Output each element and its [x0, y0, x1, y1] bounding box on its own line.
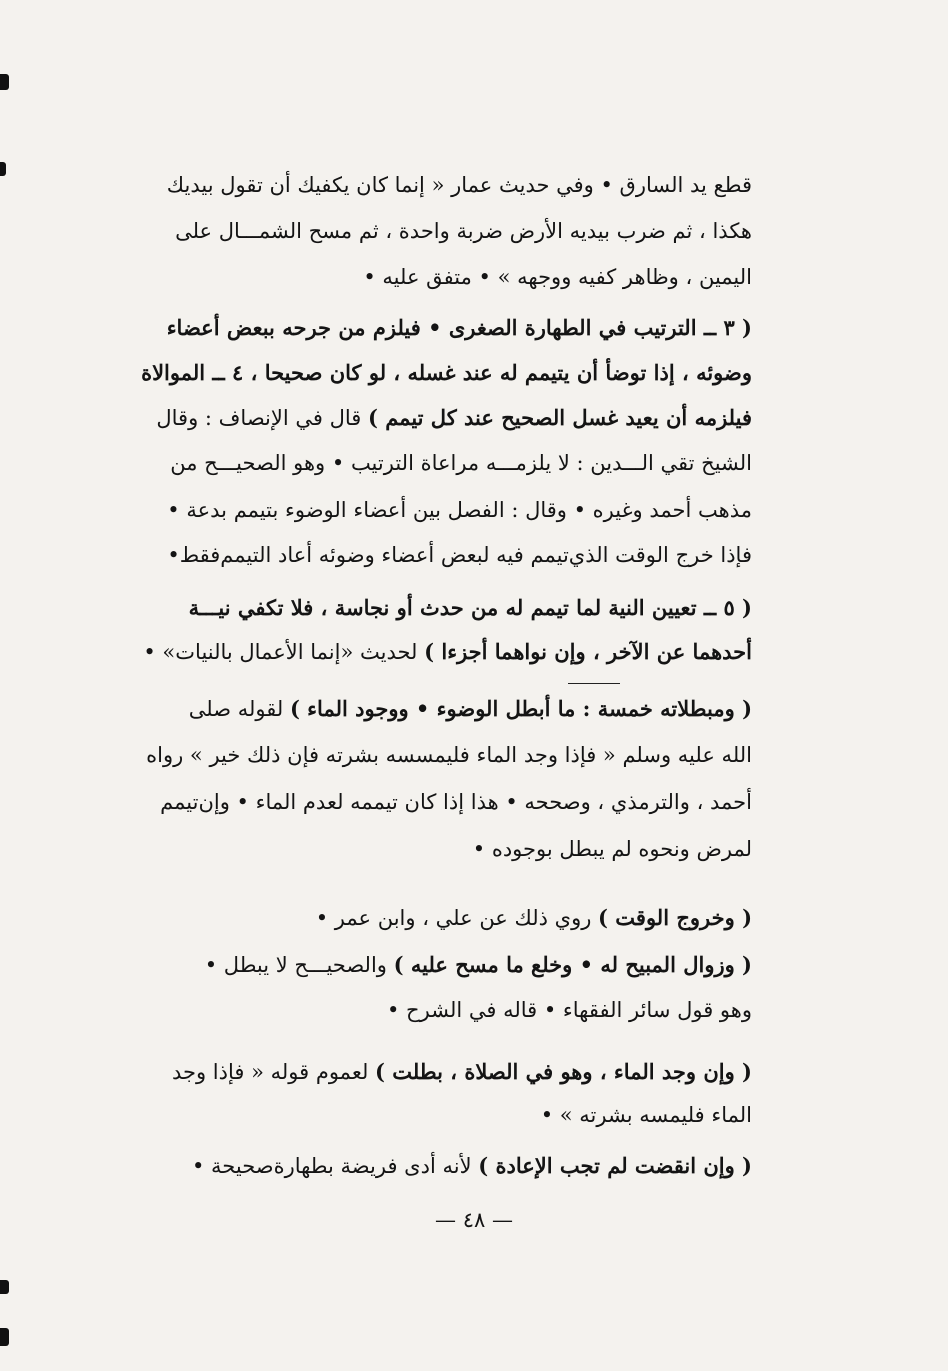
commentary-segment: الماء فليمسه بشرته » •	[540, 1103, 752, 1127]
text-line	[100, 440, 752, 486]
commentary-segment: فإذا خرج الوقت الذي‌تيمم فيه لبعض أعضاء وضوئه أعاد التيمم‌فقط•	[167, 543, 752, 567]
text-line	[100, 1049, 752, 1095]
bold-matn-segment: فيلزمه أن يعيد غسل الصحيح عند كل تيمم )	[367, 405, 752, 430]
bold-matn-segment: ( ٣ ــ الترتيب في الطهارة الصغرى • فيلزم من جرحه ببعض أعضاء	[166, 315, 752, 340]
commentary-segment: هكذا ، ثم ضرب بيديه الأرض ضربة واحدة ، ثم مسح الشمـــال على	[175, 219, 752, 243]
commentary-segment: لقوله صلى	[188, 697, 290, 721]
scan-edge-mark	[0, 74, 9, 90]
bold-matn-segment: ( ومبطلاته خمسة : ما أبطل الوضوء • ووجود الماء )	[289, 696, 752, 721]
text-line	[100, 395, 752, 441]
scan-edge-mark	[0, 162, 6, 176]
text-line	[100, 350, 752, 396]
text-line	[100, 162, 752, 208]
text-line	[100, 895, 752, 941]
text-line	[100, 779, 752, 825]
text-line	[100, 585, 752, 631]
bold-matn-segment: ( وإن وجد الماء ، وهو في الصلاة ، بطلت )	[375, 1059, 752, 1084]
commentary-segment: لحديث «إنما الأعمال بالنيات» •	[143, 640, 425, 664]
commentary-segment: مذهب أحمد وغيره • وقال : الفصل بين أعضاء الوضوء بتيمم بدعة •	[167, 498, 752, 522]
text-line	[100, 532, 752, 578]
bold-matn-segment: ( وإن انقضت لم تجب الإعادة )	[478, 1153, 752, 1178]
bold-matn-segment: أحدهما عن الآخر ، وإن نواهما أجزءا )	[424, 639, 752, 664]
commentary-segment: والصحيـــح لا يبطل •	[204, 953, 394, 977]
text-line	[100, 826, 752, 872]
commentary-segment: الشيخ تقي الـــدين : لا يلزمـــه مراعاة الترتيب • وهو الصحيـــح من	[170, 451, 752, 475]
bold-matn-segment: ( وزوال المبيح له • وخلع ما مسح عليه )	[393, 952, 752, 977]
text-line	[100, 208, 752, 254]
commentary-segment: قال في الإنصاف : وقال	[156, 406, 368, 430]
scan-edge-mark	[0, 1280, 9, 1294]
text-line	[100, 686, 752, 732]
text-line	[100, 987, 752, 1033]
commentary-segment: اليمين ، وظاهر كفيه ووجهه » • متفق عليه •	[363, 265, 752, 289]
commentary-segment: لعموم قوله « فإذا وجد	[171, 1060, 376, 1084]
commentary-segment: الله عليه وسلم « فإذا وجد الماء فليمسسه بشرته فإن ذلك خير » رواه	[146, 743, 752, 767]
text-line	[100, 1143, 752, 1189]
text-line	[100, 1092, 752, 1138]
commentary-segment: روي ذلك عن علي ، وابن عمر •	[315, 906, 599, 930]
text-line	[100, 629, 752, 675]
bold-matn-segment: ( وخروج الوقت )	[598, 905, 752, 930]
bold-matn-segment: وضوئه ، إذا توضأ أن يتيمم له عند غسله ، لو كان صحيحا ، ٤ ــ الموالاة	[141, 360, 752, 385]
commentary-segment: لمرض ونحوه لم يبطل بوجوده •	[472, 837, 752, 861]
commentary-segment: وهو قول سائر الفقهاء • قاله في الشرح •	[387, 998, 752, 1022]
text-line	[100, 732, 752, 778]
scan-edge-mark	[0, 1328, 9, 1346]
bold-matn-segment: ( ٥ ــ تعيين النية لما تيمم له من حدث أو نجاسة ، فلا تكفي نيـــة	[188, 595, 752, 620]
commentary-segment: أحمد ، والترمذي ، وصححه • هذا إذا كان تيممه لعدم الماء • وإن‌تيمم	[160, 790, 752, 814]
handwritten-overline	[568, 683, 620, 684]
text-line	[100, 254, 752, 300]
commentary-segment: لأنه أدى فريضة بطهارة‌صحيحة •	[191, 1154, 479, 1178]
text-line	[100, 487, 752, 533]
text-line	[100, 305, 752, 351]
page-number: — ٤٨ —	[435, 1208, 513, 1232]
text-line	[100, 942, 752, 988]
commentary-segment: قطع يد السارق • وفي حديث عمار « إنما كان يكفيك أن تقول بيديك	[166, 173, 752, 197]
